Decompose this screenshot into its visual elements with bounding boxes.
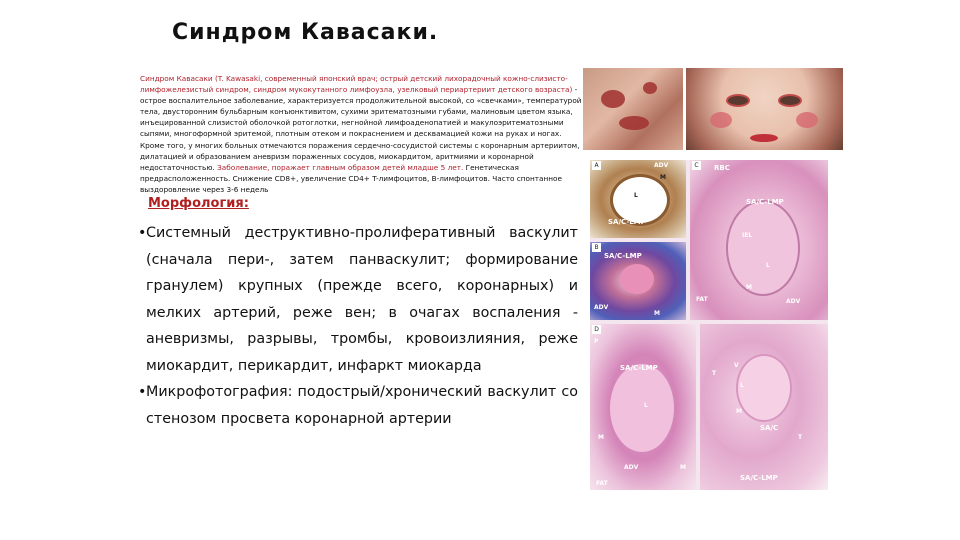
bullet-list bbox=[138, 220, 578, 432]
panel-label: SA/C-LMP bbox=[740, 474, 778, 482]
panel-label: M bbox=[654, 310, 660, 317]
panel-label: SA/C-LMP bbox=[746, 198, 784, 206]
intro-definition: Синдром Кавасаки (T. Kawasaki, современный японский врач; острый детский лихорадочный кожно-слизисто-лимфожелезистый синдром, синдром мукокутанного лимфоузла, узелковый периартериит детского возраста) bbox=[140, 74, 573, 95]
bullet-marker: • bbox=[138, 225, 147, 241]
micrograph-panel-c bbox=[690, 160, 828, 320]
panel-label: T bbox=[712, 370, 717, 377]
intro-age-note: Заболевание, поражает главным образом детей младше 5 лет. bbox=[217, 162, 464, 172]
panel-label: SA/C bbox=[760, 424, 779, 432]
micrograph-panel-b bbox=[590, 242, 686, 320]
panel-label: ADV bbox=[594, 304, 609, 311]
photo-lip-lesions bbox=[583, 68, 683, 150]
bullet-text: Системный деструктивно-пролиферативный васкулит (сначала пери-, затем панваскулит; формирование гранулем) крупных (прежде всего, коронарных) и мелких артерий, реже вен; в очагах воспаления - аневризмы, разрывы, тромбы, кровоизлияния, реже миокардит, перикардит, инфаркт миокарда bbox=[146, 225, 578, 374]
micrograph-panel-e bbox=[700, 324, 828, 490]
panel-label: IEL bbox=[742, 232, 753, 239]
intro-immunology: Генетическая предрасположенность. Снижение CD8+, увеличение CD4+ T-лимфоцитов, B-лимфоцитов. Часто спонтанное выздоровление через 3-6 недель bbox=[140, 162, 562, 194]
panel-label: SA/C-LMP bbox=[608, 218, 646, 226]
bullet-marker: • bbox=[138, 384, 147, 400]
intro-paragraph bbox=[140, 73, 582, 195]
panel-label: L bbox=[766, 262, 770, 269]
panel-label: RBC bbox=[714, 164, 730, 172]
photo-child-face bbox=[686, 68, 843, 150]
panel-label: SA/C-LMP bbox=[620, 364, 658, 372]
panel-label: ADV bbox=[654, 162, 669, 169]
clinical-photos bbox=[583, 68, 843, 150]
micrograph-panel-a bbox=[590, 160, 686, 238]
panel-letter: A bbox=[592, 161, 601, 170]
micrograph-figure bbox=[590, 160, 828, 490]
panel-label: L bbox=[634, 192, 638, 199]
panel-label: M bbox=[660, 174, 666, 181]
panel-label: P bbox=[594, 338, 599, 345]
panel-label: M bbox=[680, 464, 686, 471]
panel-label: M bbox=[598, 434, 604, 441]
bullet-text: Микрофотография: подострый/хронический васкулит со стенозом просвета коронарной артерии bbox=[146, 384, 578, 427]
panel-label: V bbox=[734, 362, 739, 369]
panel-label: FAT bbox=[696, 296, 708, 303]
panel-label: FAT bbox=[596, 480, 608, 487]
section-heading-morphology: Морфология: bbox=[148, 196, 249, 211]
intro-description: - острое воспалительное заболевание, характеризуется продолжительной высокой, со «свечками», температурой тела, двусторонним бульбарным конъюнктивитом, сухими эритематозными губами, малиновым цветом языка, инъецированной слизистой оболочкой ротоглотки, негнойной лимфоаденопатией и макулоэритематозными сыпями, многоформной эритемой, плотным отеком и покраснением и десквамацией кожи на руках и ногах. Кроме того, у многих больных отмечаются поражения сердечно-сосудистой системы с коронарным артериитом, дилатацией и образованием аневризм пораженных сосудов, миокардитом, аритмиями и коронарной недостаточностью. bbox=[140, 85, 582, 172]
panel-letter: C bbox=[692, 161, 701, 170]
bullet-item bbox=[138, 220, 578, 379]
panel-label: L bbox=[644, 402, 648, 409]
bullet-item bbox=[138, 379, 578, 432]
panel-label: ADV bbox=[624, 464, 639, 471]
panel-label: ADV bbox=[786, 298, 801, 305]
panel-label: L bbox=[740, 382, 744, 389]
panel-label: SA/C-LMP bbox=[604, 252, 642, 260]
panel-label: M bbox=[736, 408, 742, 415]
panel-label: M bbox=[746, 284, 752, 291]
panel-letter: B bbox=[592, 243, 601, 252]
panel-label: T bbox=[798, 434, 803, 441]
panel-letter: D bbox=[592, 325, 601, 334]
micrograph-panel-d bbox=[590, 324, 696, 490]
slide-title: Синдром Кавасаки. bbox=[172, 20, 439, 45]
